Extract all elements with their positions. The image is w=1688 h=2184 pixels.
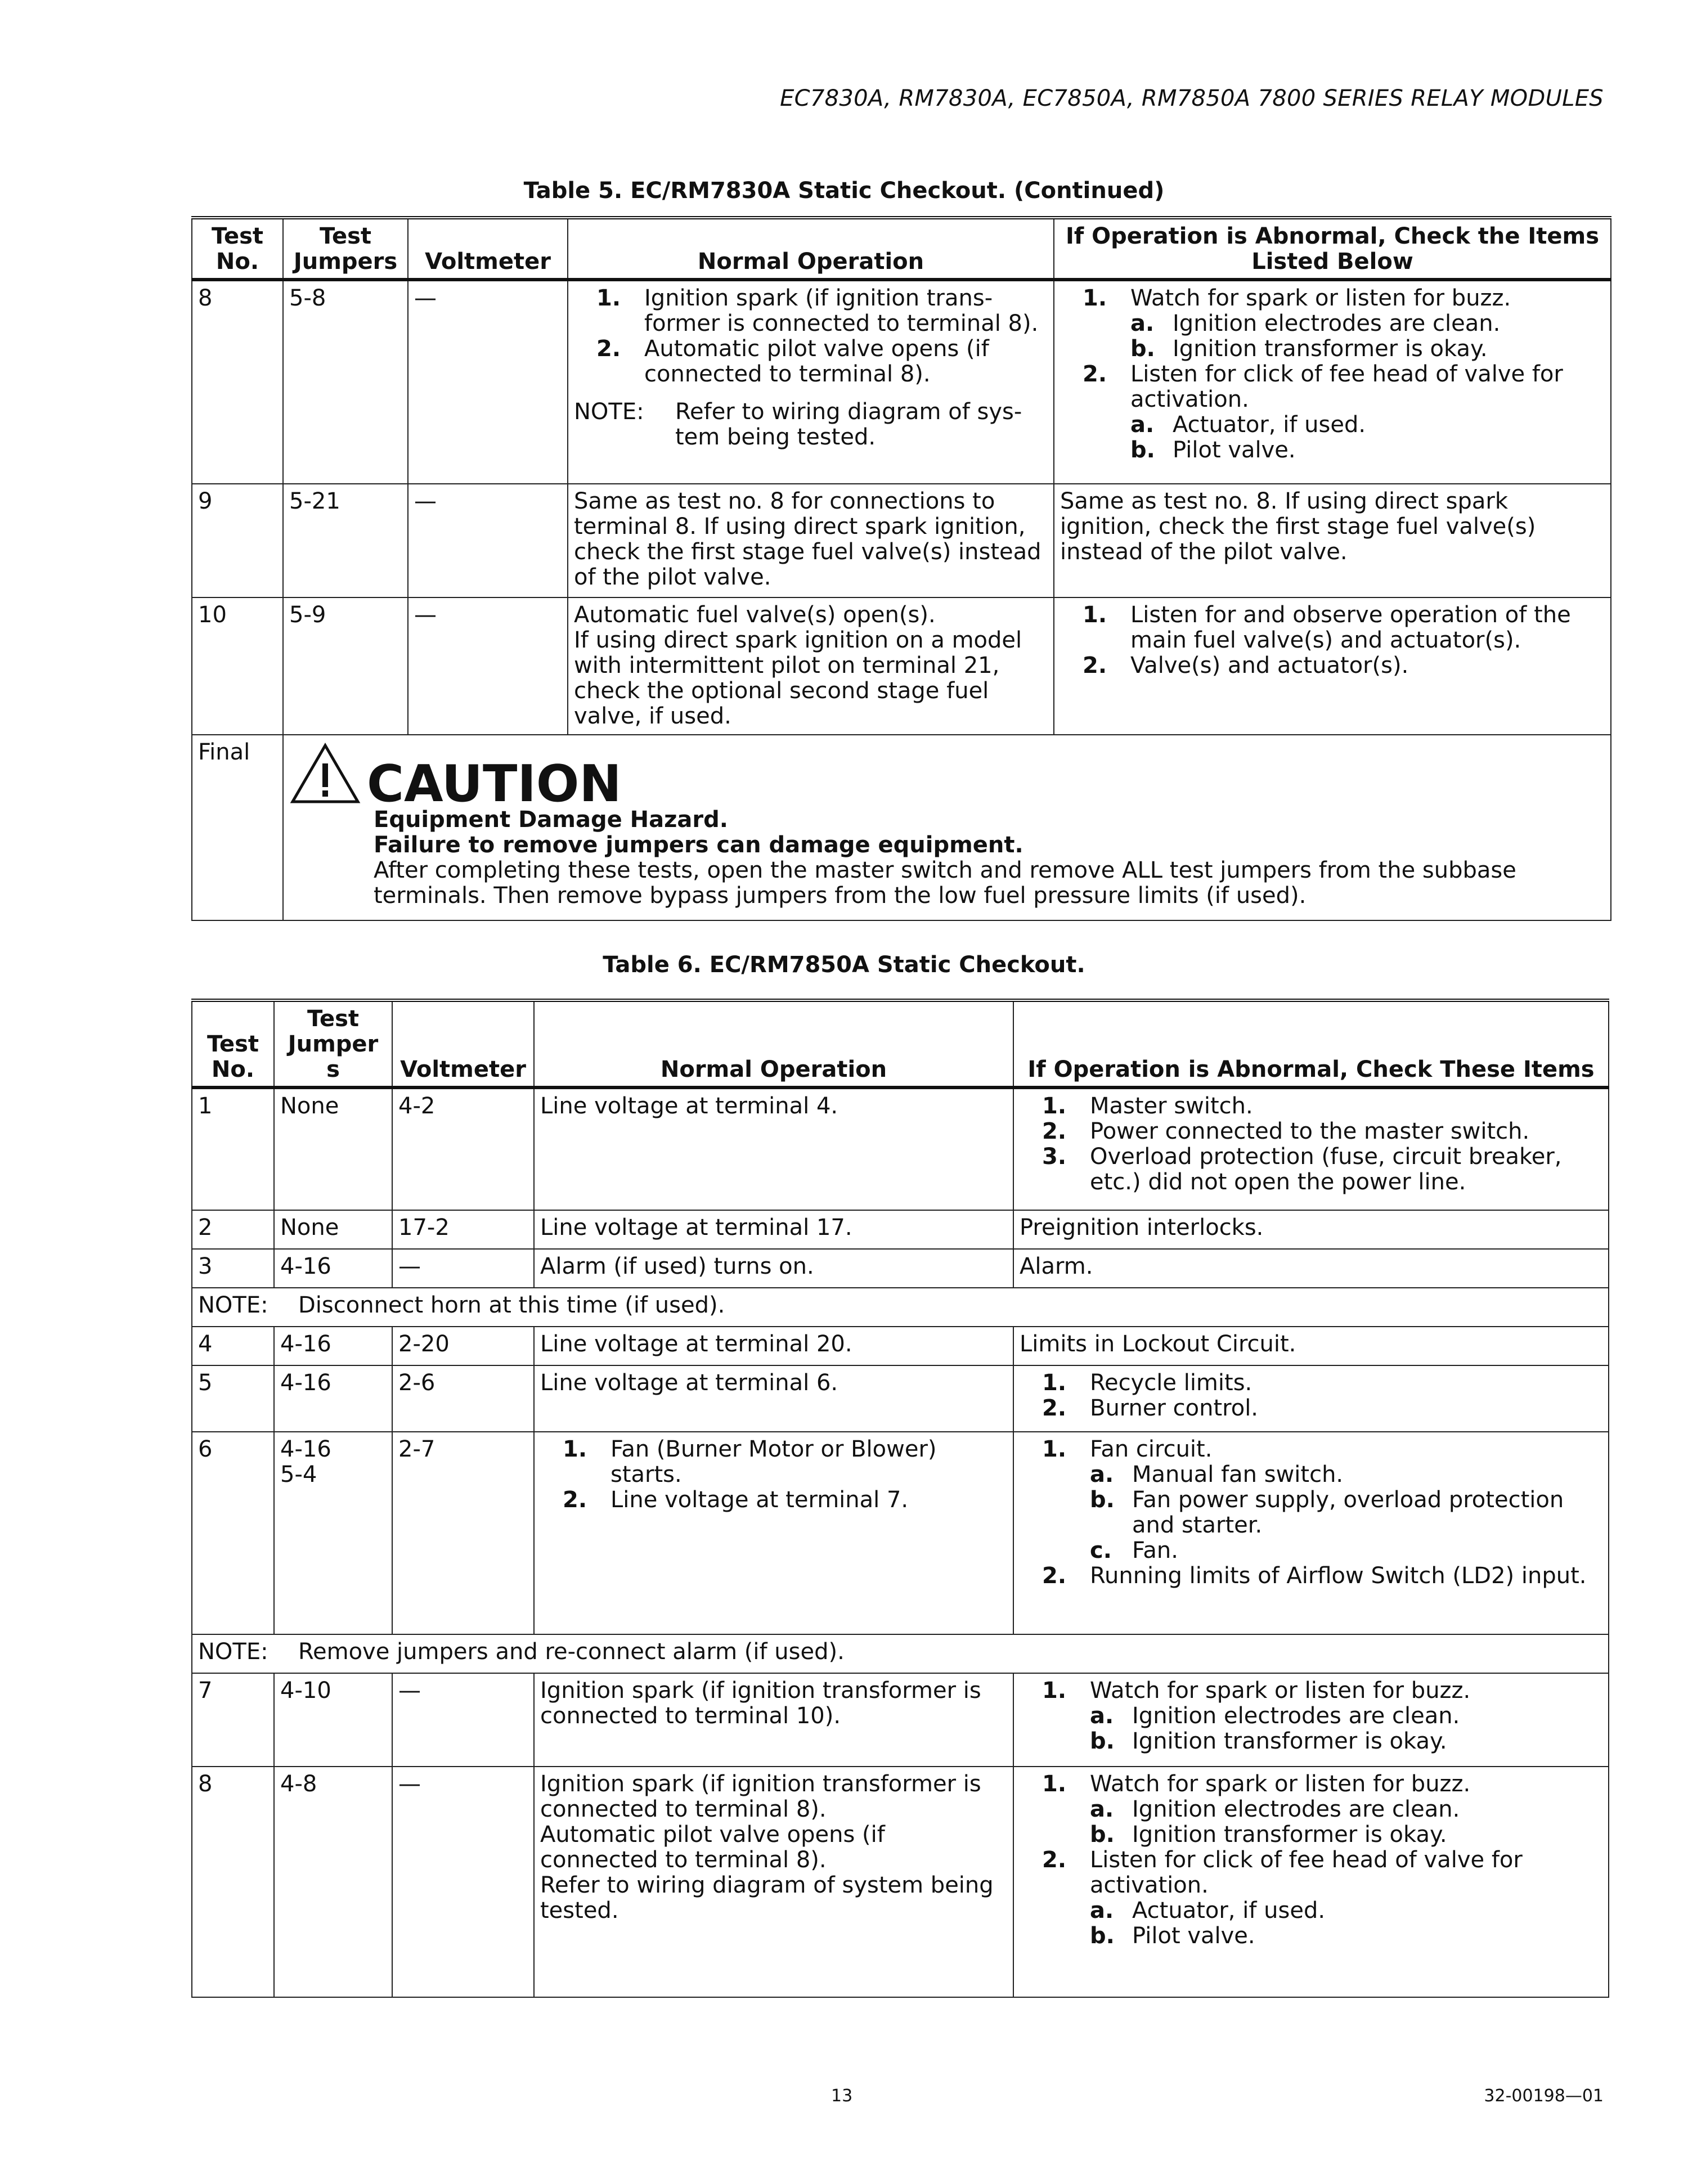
sub-item: a. Manual fan switch. (1090, 1462, 1344, 1488)
list-item: 2. Valve(s) and actuator(s). (1083, 653, 1409, 678)
abnormal-check-items (1013, 1432, 1609, 1634)
sub-item: a. Actuator, if used. (1130, 412, 1366, 438)
document-number: 32-00198—01 (1484, 2086, 1604, 2106)
header-test-jumpers: Test Jumpers (283, 218, 408, 280)
sub-item: b. Pilot valve. (1130, 437, 1296, 463)
list-item: 1. Master switch. (1042, 1093, 1253, 1119)
abnormal-check-items: Same as test no. 8. If using direct spark ignition, check the first stage fuel valve(s) instead of the pilot valve. (1054, 484, 1611, 597)
abnormal-check-items: Limits in Lockout Circuit. (1013, 1327, 1609, 1365)
hazard-title: Equipment Damage Hazard. (374, 807, 728, 833)
sub-item: a. Ignition electrodes are clean. (1090, 1703, 1460, 1729)
test-jumpers: 5-9 (283, 597, 408, 735)
test-jumpers: 4-16 (274, 1365, 392, 1432)
table-row (192, 484, 1611, 597)
list-item: 1. Watch for spark or listen for buzz. a. Ignition electrodes are clean. b. Ignition transformer is okay. (1083, 286, 1605, 362)
page-header: EC7830A, RM7830A, EC7850A, RM7850A 7800 SERIES RELAY MODULES (780, 86, 1604, 111)
sub-item: a. Ignition electrodes are clean. (1090, 1796, 1460, 1822)
table5 (191, 216, 1611, 921)
voltmeter: 2-6 (392, 1365, 534, 1432)
normal-operation (568, 280, 1054, 484)
abnormal-check-items: Preignition interlocks. (1013, 1210, 1609, 1249)
list-item: 2. Automatic pilot valve opens (if connected to terminal 8). (596, 336, 989, 387)
list-item: 2. Running limits of Airflow Switch (LD2) input. (1042, 1563, 1587, 1589)
header-normal-operation: Normal Operation (568, 218, 1054, 280)
header-test-jumpers: Test Jumper s (274, 1000, 392, 1087)
list-item: 1. Fan circuit. a. Manual fan switch. b. Fan power supply, overload protection and starter. c. Fan. (1042, 1437, 1602, 1563)
test-jumpers: None (274, 1087, 392, 1210)
abnormal-check-items (1013, 1767, 1609, 1997)
caution-text: After completing these tests, open the master switch and remove ALL test jumpers from the subbase terminals. Then remove bypass jumpers from the low fuel pressure limits (if used). (374, 857, 1516, 909)
note-label: NOTE: (198, 1639, 268, 1665)
abnormal-check-items (1013, 1673, 1609, 1767)
voltmeter: — (392, 1767, 534, 1997)
header-abnormal: If Operation is Abnormal, Check These Items (1013, 1000, 1609, 1087)
test-no: 7 (192, 1673, 274, 1767)
normal-operation: Line voltage at terminal 4. (534, 1087, 1013, 1210)
sub-item: c. Fan. (1090, 1538, 1178, 1563)
test-jumpers: 4-10 (274, 1673, 392, 1767)
list-item: 2. Listen for click of fee head of valve for activation. a. Actuator, if used. b. Pilot valve. (1083, 362, 1605, 463)
table6-caption: Table 6. EC/RM7850A Static Checkout. (603, 952, 1085, 978)
test-jumpers: 4-16 5-4 (274, 1432, 392, 1634)
sub-item: b. Pilot valve. (1090, 1923, 1255, 1949)
list-item: 1. Recycle limits. (1042, 1370, 1252, 1396)
test-no: 1 (192, 1087, 274, 1210)
table-row (192, 735, 1611, 920)
normal-operation: Automatic fuel valve(s) open(s). If using direct spark ignition on a model with intermittent pilot on terminal 21, check the optional second stage fuel valve, if used. (568, 597, 1054, 735)
header-test-no: Test No. (192, 218, 283, 280)
normal-operation: Ignition spark (if ignition transformer is connected to terminal 10). (534, 1673, 1013, 1767)
test-no: 3 (192, 1249, 274, 1288)
list-item: 2. Power connected to the master switch. (1042, 1118, 1530, 1144)
sub-item: a. Ignition electrodes are clean. (1130, 311, 1501, 336)
table-row (192, 1673, 1609, 1767)
voltmeter: — (408, 597, 568, 735)
table-row (192, 280, 1611, 484)
voltmeter: 4-2 (392, 1087, 534, 1210)
test-no: 8 (192, 280, 283, 484)
list-item: 1. Watch for spark or listen for buzz. a. Ignition electrodes are clean. b. Ignition transformer is okay. (1042, 1678, 1602, 1754)
sub-item: b. Ignition transformer is okay. (1090, 1728, 1447, 1754)
test-jumpers: 4-16 (274, 1327, 392, 1365)
test-jumpers: 4-16 (274, 1249, 392, 1288)
voltmeter: — (392, 1673, 534, 1767)
table-row (192, 1210, 1609, 1249)
test-no: 10 (192, 597, 283, 735)
header-voltmeter: Voltmeter (408, 218, 568, 280)
test-no: Final (192, 735, 283, 920)
normal-operation (534, 1432, 1013, 1634)
table6 (191, 999, 1609, 1998)
test-jumpers: None (274, 1210, 392, 1249)
abnormal-check-items (1013, 1365, 1609, 1432)
table5-caption: Table 5. EC/RM7830A Static Checkout. (Continued) (523, 178, 1165, 204)
table5-header-row (192, 218, 1611, 280)
abnormal-check-items (1054, 280, 1611, 484)
table-row (192, 1327, 1609, 1365)
normal-operation: Line voltage at terminal 20. (534, 1327, 1013, 1365)
note-row (192, 1288, 1609, 1327)
voltmeter: — (408, 280, 568, 484)
normal-operation: Ignition spark (if ignition transformer is connected to terminal 8). Automatic pilot valve opens (if connected to terminal 8). Refer to wiring diagram of system being tested. (534, 1767, 1013, 1997)
sub-item: b. Ignition transformer is okay. (1090, 1822, 1447, 1848)
list-item: 2. Listen for click of fee head of valve for activation. a. Actuator, if used. b. Pilot valve. (1042, 1848, 1602, 1949)
hazard-consequence: Failure to remove jumpers can damage equipment. (374, 832, 1023, 858)
table6-header-row (192, 1000, 1609, 1087)
test-no: 5 (192, 1365, 274, 1432)
test-jumpers: 4-8 (274, 1767, 392, 1997)
note-text: Remove jumpers and re-connect alarm (if used). (298, 1639, 845, 1665)
list-item: 1. Fan (Burner Motor or Blower) starts. (563, 1436, 937, 1488)
test-no: 8 (192, 1767, 274, 1997)
page-number: 13 (831, 2086, 853, 2106)
table-row (192, 1767, 1609, 1997)
voltmeter: — (392, 1249, 534, 1288)
list-item: 1. Ignition spark (if ignition trans-former is connected to terminal 8). (596, 285, 1039, 336)
sub-item: b. Fan power supply, overload protection and starter. (1090, 1487, 1564, 1538)
abnormal-check-items (1054, 597, 1611, 735)
header-voltmeter: Voltmeter (392, 1000, 534, 1087)
normal-operation: Alarm (if used) turns on. (534, 1249, 1013, 1288)
caution-block (283, 735, 1611, 920)
voltmeter: 2-20 (392, 1327, 534, 1365)
note-row (192, 1634, 1609, 1673)
table-row (192, 1249, 1609, 1288)
table-row (192, 1432, 1609, 1634)
sub-item: b. Ignition transformer is okay. (1130, 336, 1488, 362)
test-no: 4 (192, 1327, 274, 1365)
normal-operation: Line voltage at terminal 17. (534, 1210, 1013, 1249)
list-item: 1. Listen for and observe operation of the main fuel valve(s) and actuator(s). (1083, 602, 1571, 653)
list-item: 2. Burner control. (1042, 1395, 1259, 1421)
test-jumpers: 5-8 (283, 280, 408, 484)
test-jumpers: 5-21 (283, 484, 408, 597)
table-row (192, 1087, 1609, 1210)
warning-triangle-icon (289, 742, 361, 805)
voltmeter: 17-2 (392, 1210, 534, 1249)
list-item: 1. Watch for spark or listen for buzz. a. Ignition electrodes are clean. b. Ignition transformer is okay. (1042, 1772, 1602, 1848)
table-row (192, 1365, 1609, 1432)
abnormal-check-items: Alarm. (1013, 1249, 1609, 1288)
caution-label: CAUTION (367, 754, 622, 814)
note-text: Disconnect horn at this time (if used). (298, 1292, 725, 1318)
note-label: NOTE: (198, 1292, 268, 1318)
voltmeter: 2-7 (392, 1432, 534, 1634)
header-normal-operation: Normal Operation (534, 1000, 1013, 1087)
voltmeter: — (408, 484, 568, 597)
note: NOTE: Refer to wiring diagram of sys-tem being tested. (574, 399, 1022, 450)
test-no: 2 (192, 1210, 274, 1249)
test-no: 9 (192, 484, 283, 597)
table-row (192, 597, 1611, 735)
normal-operation: Same as test no. 8 for connections to terminal 8. If using direct spark ignition, check the first stage fuel valve(s) instead of the pilot valve. (568, 484, 1054, 597)
normal-operation: Line voltage at terminal 6. (534, 1365, 1013, 1432)
list-item: 2. Line voltage at terminal 7. (563, 1487, 909, 1513)
header-test-no: Test No. (192, 1000, 274, 1087)
list-item: 3. Overload protection (fuse, circuit breaker, etc.) did not open the power line. (1042, 1144, 1562, 1195)
test-no: 6 (192, 1432, 274, 1634)
abnormal-check-items (1013, 1087, 1609, 1210)
sub-item: a. Actuator, if used. (1090, 1898, 1326, 1924)
header-abnormal: If Operation is Abnormal, Check the Items Listed Below (1054, 218, 1611, 280)
